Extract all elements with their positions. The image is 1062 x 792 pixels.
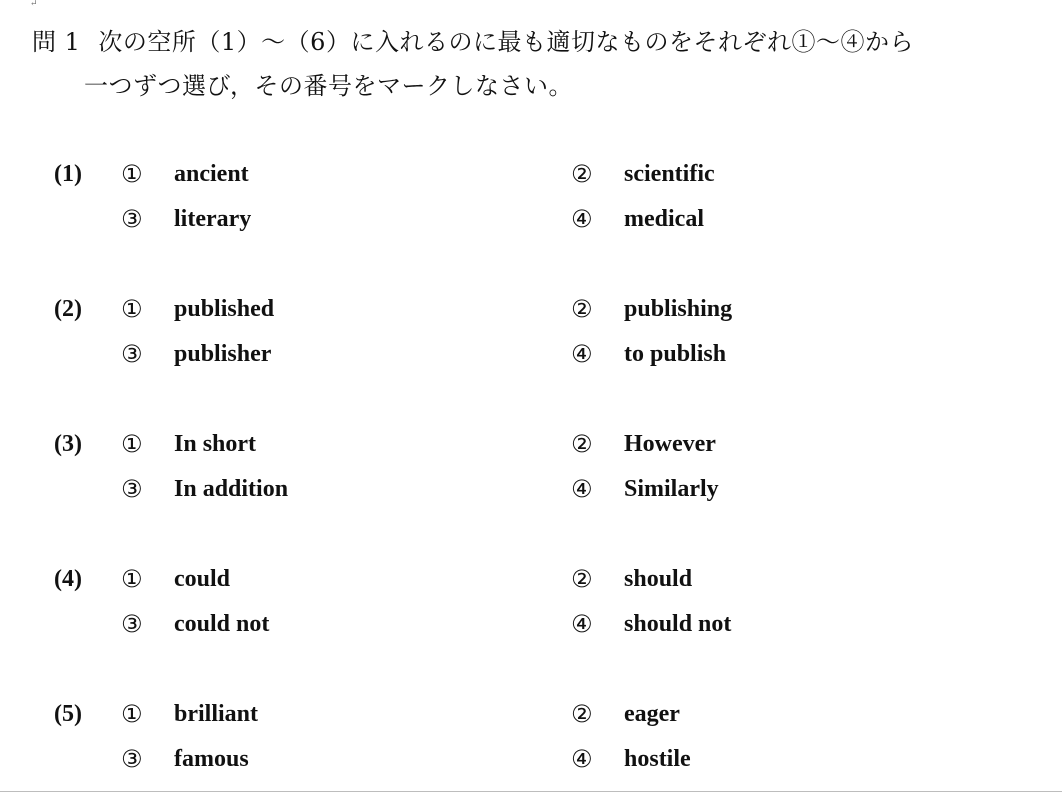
question-group-4 [0,564,1062,654]
option-text: to publish [624,341,727,367]
option-number: ③ [121,340,143,368]
option-text: famous [174,746,249,772]
option-text: should not [624,611,732,637]
option-text: scientific [624,161,715,187]
option-text: publishing [624,296,733,322]
corner-mark-icon: ↵ [30,0,38,9]
question-label: (3) [54,431,82,457]
option-number: ② [571,295,593,323]
option-text: However [624,431,716,457]
question-group-1 [0,159,1062,249]
option-text: eager [624,701,680,727]
option-number: ① [121,700,143,728]
option-number: ④ [571,205,593,233]
option-number: ③ [121,475,143,503]
question-instructions [32,20,1042,108]
option-number: ③ [121,610,143,638]
option-number: ① [121,565,143,593]
option-text: Similarly [624,476,719,502]
option-text: brilliant [174,701,259,727]
option-text: In addition [174,476,289,502]
option-number: ② [571,565,593,593]
option-number: ④ [571,340,593,368]
instruction-line-1 [32,20,1042,64]
question-label: (1) [54,161,82,187]
option-text: ancient [174,161,249,187]
option-text: medical [624,206,704,232]
option-number: ② [571,700,593,728]
option-text: literary [174,206,252,232]
instruction-text-1: 次の空所（1）～（6）に入れるのに最も適切なものをそれぞれ①～④から [98,28,914,56]
question-label: (4) [54,566,82,592]
option-text: should [624,566,693,592]
option-number: ① [121,295,143,323]
option-number: ④ [571,610,593,638]
option-text: could [174,566,231,592]
option-number: ② [571,160,593,188]
question-label: (5) [54,701,82,727]
option-number: ① [121,430,143,458]
option-number: ④ [571,475,593,503]
question-group-3 [0,429,1062,519]
instruction-line-2: 一つずつ選び，その番号をマークしなさい。 [84,72,574,100]
option-text: publisher [174,341,272,367]
option-number: ① [121,160,143,188]
question-group-2 [0,294,1062,384]
option-number: ② [571,430,593,458]
question-number: 問 1 [32,28,81,56]
option-text: In short [174,431,257,457]
question-group-5 [0,699,1062,789]
option-text: published [174,296,275,322]
option-number: ④ [571,745,593,773]
option-text: could not [174,611,270,637]
option-number: ③ [121,205,143,233]
question-label: (2) [54,296,82,322]
option-text: hostile [624,746,691,772]
option-number: ③ [121,745,143,773]
